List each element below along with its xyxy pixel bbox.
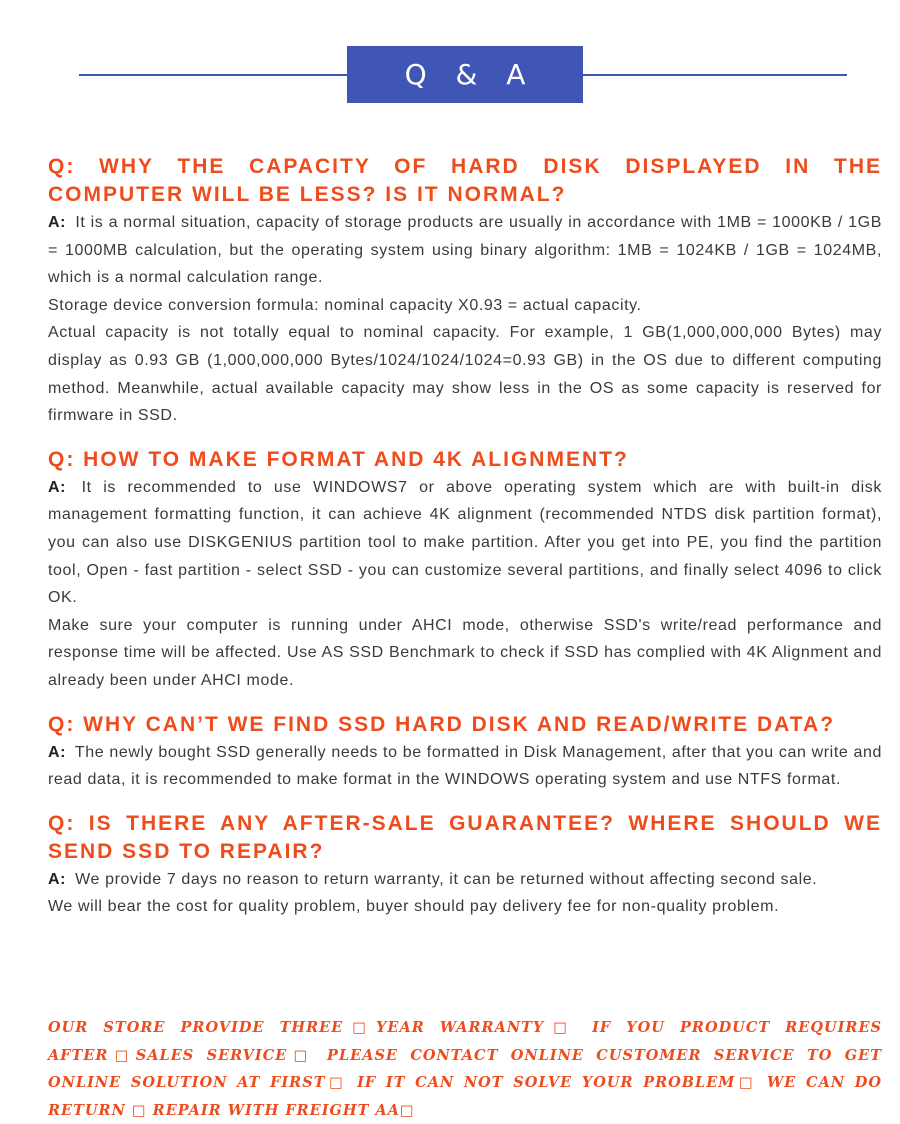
- answer-label: A:: [48, 870, 67, 888]
- qa-item-guarantee: [48, 810, 882, 921]
- answer-paragraph: Make sure your computer is running under AHCI mode, otherwise SSD's write/read performance and response time will be affected. Use AS SSD Benchmark to check if SSD has complied with 4K Alignment and already been under AHCI mode.: [48, 616, 882, 689]
- answer-paragraph: [48, 209, 882, 292]
- answer-paragraph: Actual capacity is not totally equal to nominal capacity. For example, 1 GB(1,000,000,000 Bytes) may display as 0.93 GB (1,000,000,000 Bytes/1024/1024/1024=0.93 GB) in the OS due to different computing method. Meanwhile, actual available capacity may show less in the OS as some capacity is reserved for firmware in SSD.: [48, 324, 882, 425]
- qa-item-format: [48, 446, 882, 695]
- answer-paragraph: [48, 739, 882, 794]
- answer-label: A:: [48, 214, 67, 231]
- answer-label: A:: [48, 478, 67, 496]
- answer-paragraph: [48, 474, 882, 612]
- answer-text: It is recommended to use WINDOWS7 or above operating system which are with built-in disk management formatting function, it can achieve 4K alignment (recommended NTDS disk partition format), you can also use DISKGENIUS partition tool to make partition. After you get into PE, you find the partition tool, Open - fast partition - select SSD - you can customize several partitions, and finally select 4096 to click OK.: [48, 478, 883, 607]
- question-heading: Q: WHY THE CAPACITY OF HARD DISK DISPLAYED IN THE COMPUTER WILL BE LESS? IS IT NORMAL?: [48, 155, 882, 206]
- answer-block: [48, 866, 882, 921]
- answer-text: We provide 7 days no reason to return warranty, it can be returned without affecting second sale.: [75, 870, 818, 888]
- answer-block: [48, 474, 882, 695]
- answer-paragraph: Storage device conversion formula: nominal capacity X0.93 = actual capacity.: [48, 296, 642, 314]
- question-heading: Q: IS THERE ANY AFTER-SALE GUARANTEE? WHERE SHOULD WE SEND SSD TO REPAIR?: [48, 811, 882, 863]
- question-heading: Q: HOW TO MAKE FORMAT AND 4K ALIGNMENT?: [48, 447, 629, 471]
- store-warranty-note: OUR STORE PROVIDE THREE□YEAR WARRANTY□ IF YOU PRODUCT REQUIRES AFTER□SALES SERVICE□ PLEASE CONTACT ONLINE CUSTOMER SERVICE TO GET ONLINE SOLUTION AT FIRST□ IF IT CAN NOT SOLVE YOUR PROBLEM□ WE CAN DO RETURN □ REPAIR WITH FREIGHT AA□: [48, 1019, 882, 1119]
- answer-block: [48, 739, 882, 794]
- qa-item-find-ssd: [48, 711, 882, 794]
- header-line-right: [582, 74, 847, 76]
- qa-item-capacity: [48, 153, 882, 430]
- question-heading: Q: WHY CAN’T WE FIND SSD HARD DISK AND READ/WRITE DATA?: [48, 712, 836, 736]
- qa-list: [48, 153, 882, 937]
- answer-label: A:: [48, 743, 67, 761]
- header-line-left: [79, 74, 347, 76]
- answer-block: [48, 209, 882, 430]
- page-title: Q & A: [347, 46, 583, 103]
- answer-paragraph: We will bear the cost for quality problem, buyer should pay delivery fee for non-quality problem.: [48, 898, 780, 916]
- answer-paragraph: [48, 866, 882, 894]
- answer-text: It is a normal situation, capacity of storage products are usually in accordance with 1MB = 1000KB / 1GB = 1000MB calculation, but the operating system using binary algorithm: 1MB = 1024KB / 1GB = 1024MB, which is a normal calculation range.: [48, 214, 882, 287]
- answer-text: The newly bought SSD generally needs to be formatted in Disk Management, after that you can write and read data, it is recommended to make format in the WINDOWS operating system and use NTFS format.: [48, 743, 882, 789]
